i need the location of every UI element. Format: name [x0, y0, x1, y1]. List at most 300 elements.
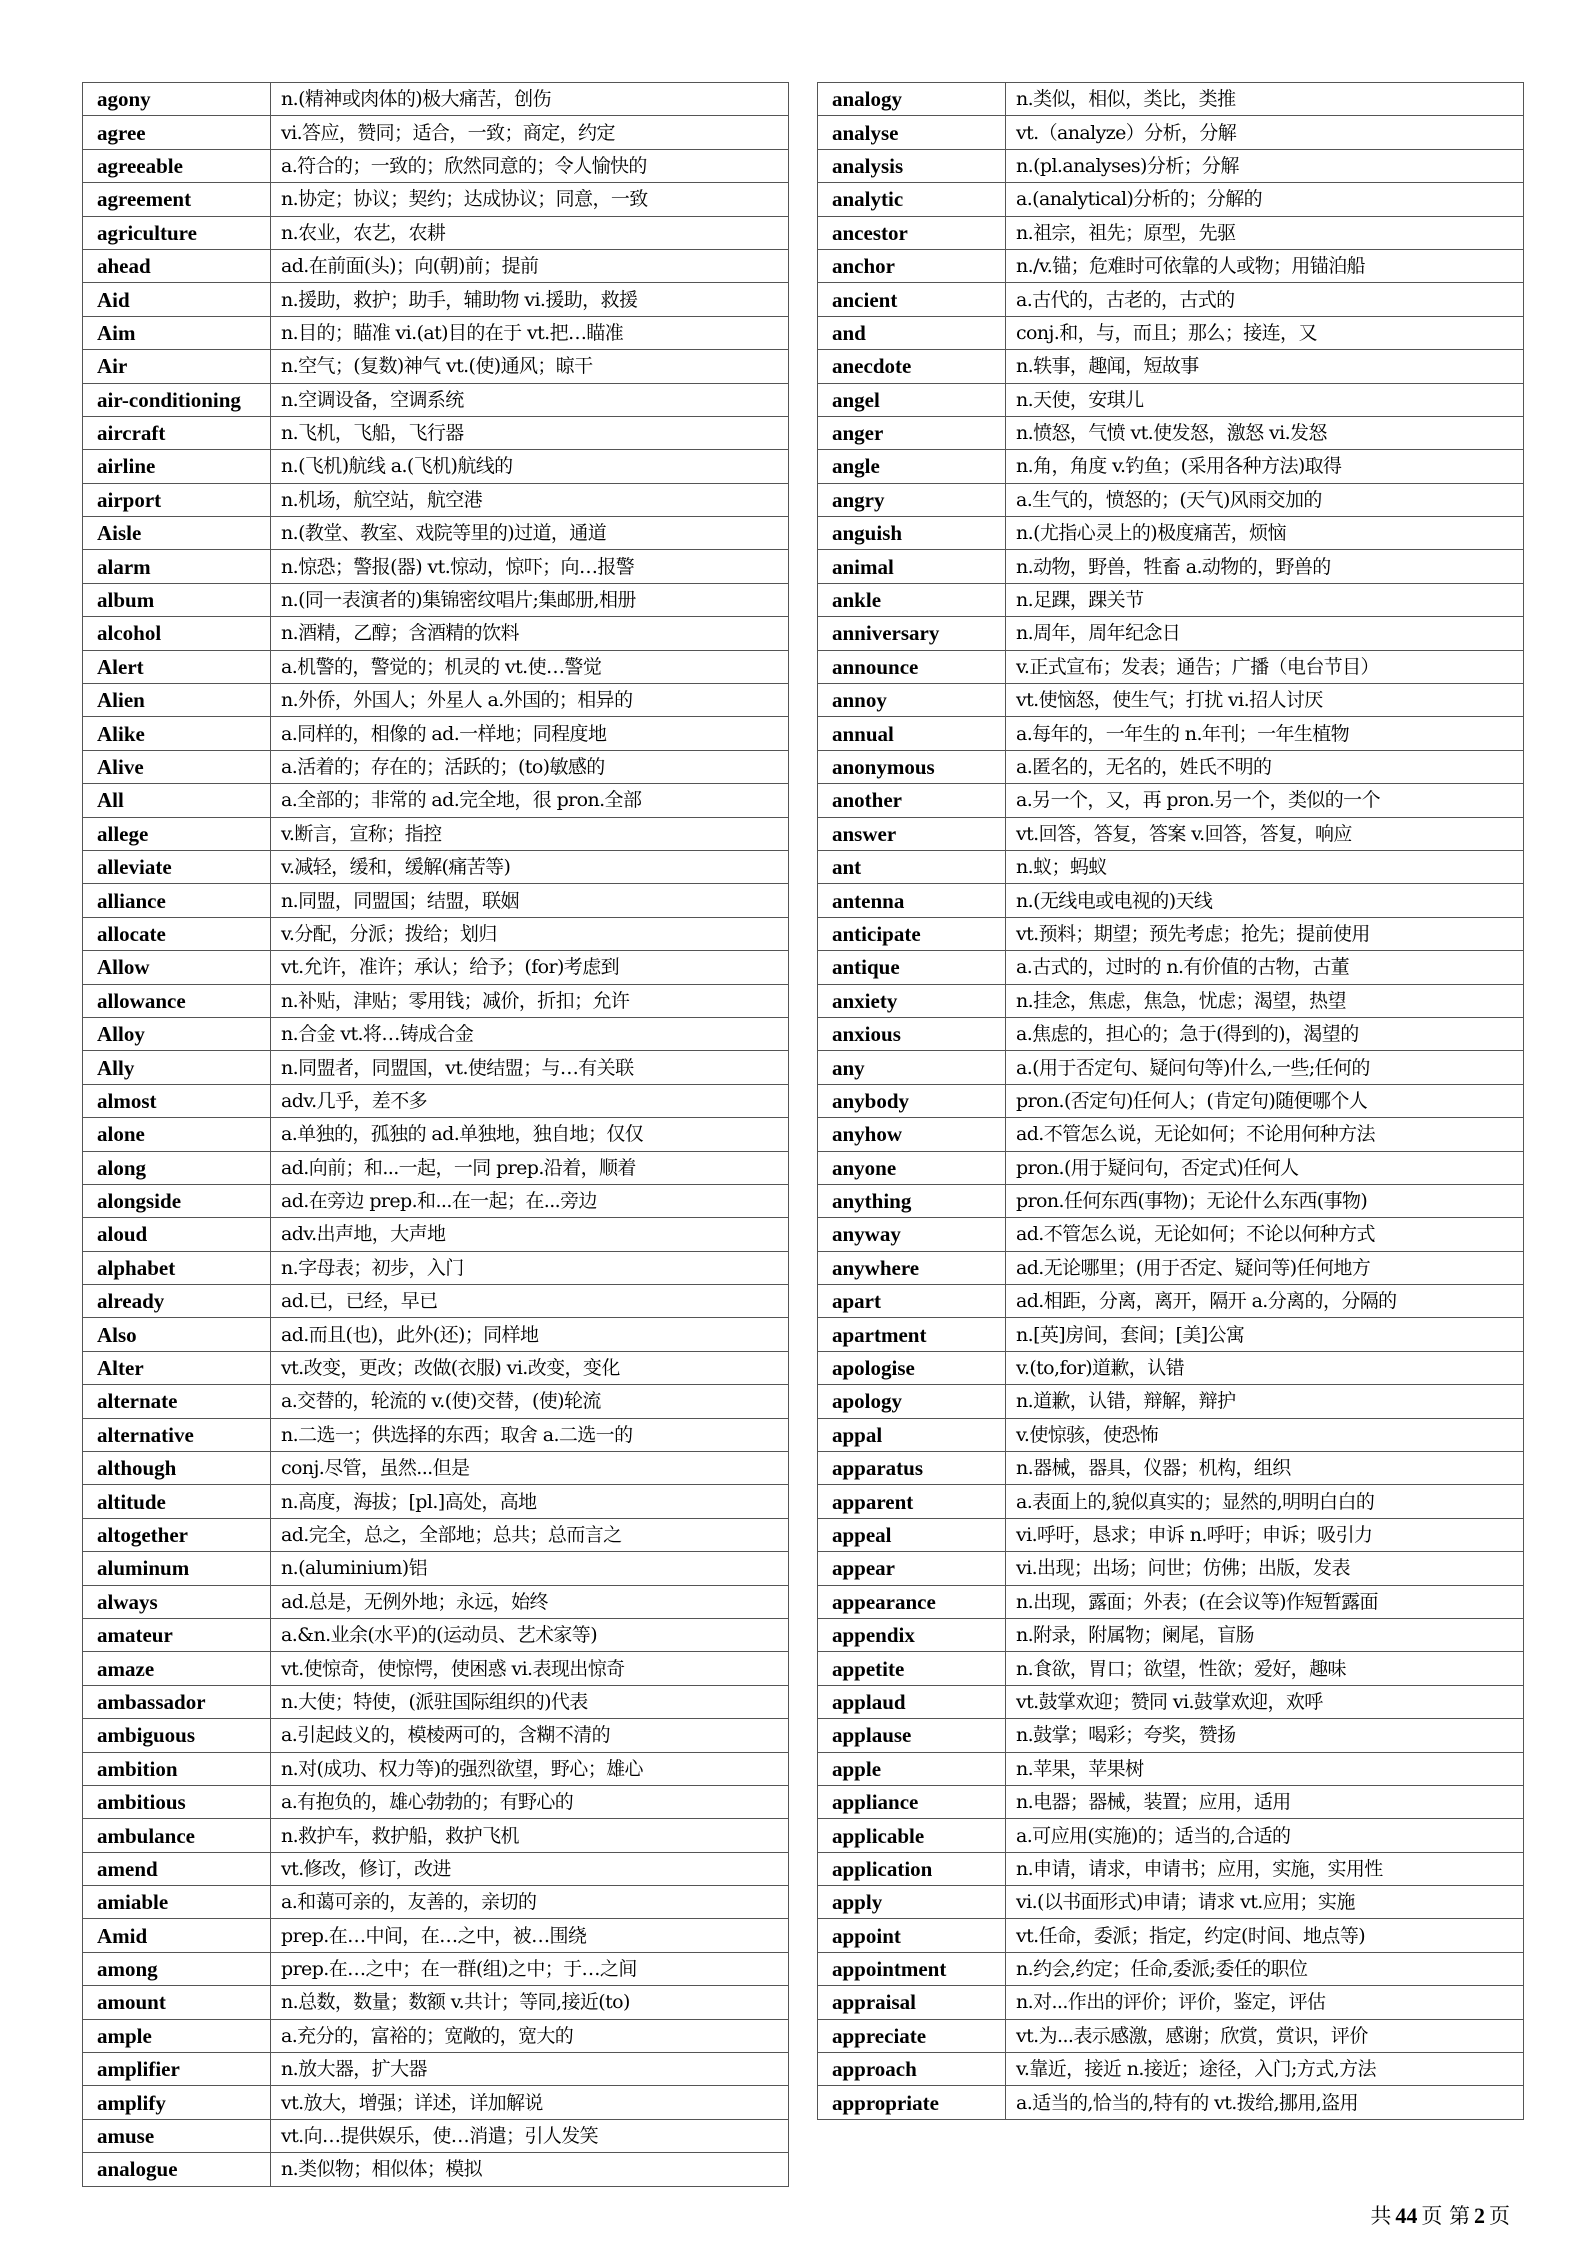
vocab-word: apology [818, 1385, 1006, 1418]
vocab-definition: ad.相距，分离，离开，隔开 a.分离的，分隔的 [1006, 1285, 1524, 1318]
vocab-word: appointment [818, 1952, 1006, 1985]
vocab-word: allocate [83, 917, 271, 950]
vocab-word: apparatus [818, 1452, 1006, 1485]
footer-middle: 页 第 [1421, 2204, 1470, 2228]
vocab-definition: a.每年的，一年生的 n.年刊；一年生植物 [1006, 717, 1524, 750]
vocab-word: All [83, 784, 271, 817]
vocab-row [818, 1852, 1524, 1885]
vocab-word: analogy [818, 83, 1006, 116]
vocab-word: Alert [83, 650, 271, 683]
vocab-definition: n.轶事，趣闻，短故事 [1006, 350, 1524, 383]
vocab-row [818, 583, 1524, 616]
vocab-definition: n.酒精，乙醇；含酒精的饮料 [271, 617, 789, 650]
vocab-definition: ad.而且(也)，此外(还)；同样地 [271, 1318, 789, 1351]
vocab-row [818, 951, 1524, 984]
vocab-word: amuse [83, 2119, 271, 2152]
vocab-word: amplify [83, 2086, 271, 2119]
vocab-row [83, 1218, 789, 1251]
vocab-row [818, 450, 1524, 483]
vocab-definition: v.减轻，缓和，缓解(痛苦等) [271, 850, 789, 883]
vocab-definition: a.(analytical)分析的；分解的 [1006, 183, 1524, 216]
vocab-definition: a.和蔼可亲的，友善的，亲切的 [271, 1886, 789, 1919]
vocab-word: aluminum [83, 1552, 271, 1585]
vocab-definition: n.惊恐；警报(器) vt.惊动，惊吓；向…报警 [271, 550, 789, 583]
vocab-definition: v.靠近，接近 n.接近；途径，入门;方式,方法 [1006, 2053, 1524, 2086]
vocab-row [83, 850, 789, 883]
vocab-row [818, 149, 1524, 182]
vocab-row [818, 1585, 1524, 1618]
vocab-row [83, 1084, 789, 1117]
vocab-row [818, 717, 1524, 750]
vocab-word: Aisle [83, 517, 271, 550]
vocab-row [818, 383, 1524, 416]
footer-suffix: 页 [1489, 2204, 1510, 2228]
vocab-word: alone [83, 1118, 271, 1151]
vocab-row [818, 416, 1524, 449]
page-footer [1370, 2200, 1510, 2230]
vocab-row [83, 1385, 789, 1418]
vocab-row [818, 984, 1524, 1017]
vocab-definition: vi.出现；出场；问世；仿佛；出版，发表 [1006, 1552, 1524, 1585]
vocab-definition: pron.(否定句)任何人；(肯定句)随便哪个人 [1006, 1084, 1524, 1117]
vocab-row [83, 1351, 789, 1384]
vocab-word: always [83, 1585, 271, 1618]
footer-prefix: 共 [1370, 2204, 1392, 2228]
vocab-definition: vt.任命，委派；指定，约定(时间、地点等) [1006, 1919, 1524, 1952]
vocab-row [818, 517, 1524, 550]
vocab-row [83, 2086, 789, 2119]
vocab-table-left [82, 82, 789, 2187]
vocab-word: agree [83, 116, 271, 149]
vocab-word: amiable [83, 1886, 271, 1919]
vocab-definition: v.分配，分派；拨给；划归 [271, 917, 789, 950]
vocab-row [818, 784, 1524, 817]
vocab-definition: n.(飞机)航线 a.(飞机)航线的 [271, 450, 789, 483]
vocab-definition: ad.在前面(头)；向(朝)前；提前 [271, 249, 789, 282]
vocab-row [83, 2153, 789, 2186]
vocab-word: angry [818, 483, 1006, 516]
vocab-row [818, 2086, 1524, 2119]
vocab-definition: n.类似物；相似体；模拟 [271, 2153, 789, 2186]
vocab-word: anguish [818, 517, 1006, 550]
vocab-row [83, 817, 789, 850]
vocab-word: along [83, 1151, 271, 1184]
vocab-row [83, 1652, 789, 1685]
vocab-definition: a.古式的，过时的 n.有价值的古物，古董 [1006, 951, 1524, 984]
vocab-definition: ad.总是，无例外地；永远，始终 [271, 1585, 789, 1618]
vocab-word: amaze [83, 1652, 271, 1685]
vocab-word: alarm [83, 550, 271, 583]
vocab-row [818, 1251, 1524, 1284]
vocab-row [83, 116, 789, 149]
vocab-table-right [817, 82, 1524, 2120]
vocab-definition: vi.呼吁，恳求；申诉 n.呼吁；申诉；吸引力 [1006, 1518, 1524, 1551]
vocab-word: ancient [818, 283, 1006, 316]
vocab-word: appoint [818, 1919, 1006, 1952]
vocab-word: appropriate [818, 2086, 1006, 2119]
vocab-definition: n.二选一；供选择的东西；取舍 a.二选一的 [271, 1418, 789, 1451]
vocab-word: analyse [818, 116, 1006, 149]
vocab-definition: n.外侨，外国人；外星人 a.外国的；相异的 [271, 684, 789, 717]
vocab-row [818, 116, 1524, 149]
vocab-definition: vt.回答，答复，答案 v.回答，答复，响应 [1006, 817, 1524, 850]
vocab-row [818, 650, 1524, 683]
vocab-word: alleviate [83, 850, 271, 883]
vocab-definition: v.(to,for)道歉，认错 [1006, 1351, 1524, 1384]
vocab-definition: a.古代的，古老的，古式的 [1006, 283, 1524, 316]
vocab-word: angle [818, 450, 1006, 483]
vocab-definition: prep.在…中间，在…之中，被…围绕 [271, 1919, 789, 1952]
vocab-definition: a.充分的，富裕的；宽敞的，宽大的 [271, 2019, 789, 2052]
vocab-row [818, 1986, 1524, 2019]
vocab-word: anything [818, 1184, 1006, 1217]
vocab-definition: vi.(以书面形式)申请；请求 vt.应用；实施 [1006, 1886, 1524, 1919]
vocab-word: ample [83, 2019, 271, 2052]
vocab-definition: prep.在…之中；在一群(组)之中；于…之间 [271, 1952, 789, 1985]
vocab-row [818, 350, 1524, 383]
vocab-word: appreciate [818, 2019, 1006, 2052]
vocab-row [818, 1318, 1524, 1351]
vocab-definition: vt.改变，更改；改做(衣服) vi.改变，变化 [271, 1351, 789, 1384]
vocab-definition: v.正式宣布；发表；通告；广播（电台节目） [1006, 650, 1524, 683]
vocab-definition: n.蚁；蚂蚁 [1006, 850, 1524, 883]
vocab-row [818, 316, 1524, 349]
vocab-row [83, 1151, 789, 1184]
vocab-row [83, 1418, 789, 1451]
vocab-word: almost [83, 1084, 271, 1117]
vocab-row [83, 1685, 789, 1718]
vocab-definition: a.单独的，孤独的 ad.单独地，独自地；仅仅 [271, 1118, 789, 1151]
vocab-definition: n.农业，农艺，农耕 [271, 216, 789, 249]
vocab-word: anger [818, 416, 1006, 449]
vocab-definition: n.愤怒，气愤 vt.使发怒，激怒 vi.发怒 [1006, 416, 1524, 449]
vocab-row [818, 2019, 1524, 2052]
vocab-word: Ally [83, 1051, 271, 1084]
vocab-definition: n.足踝，踝关节 [1006, 583, 1524, 616]
vocab-definition: vt.放大，增强；详述，详加解说 [271, 2086, 789, 2119]
vocab-row [818, 83, 1524, 116]
vocab-row [818, 1184, 1524, 1217]
vocab-row [818, 1685, 1524, 1718]
vocab-definition: a.有抱负的，雄心勃勃的；有野心的 [271, 1785, 789, 1818]
vocab-definition: vi.答应，赞同；适合，一致；商定，约定 [271, 116, 789, 149]
vocab-word: another [818, 784, 1006, 817]
vocab-word: analogue [83, 2153, 271, 2186]
vocab-word: Alloy [83, 1017, 271, 1050]
vocab-row [818, 1919, 1524, 1952]
vocab-definition: n.[英]房间，套间；[美]公寓 [1006, 1318, 1524, 1351]
vocab-row [818, 1351, 1524, 1384]
vocab-definition: adv.出声地，大声地 [271, 1218, 789, 1251]
vocab-word: ambassador [83, 1685, 271, 1718]
vocab-word: Alive [83, 750, 271, 783]
vocab-definition: n.挂念，焦虑，焦急，忧虑；渴望，热望 [1006, 984, 1524, 1017]
vocab-row [83, 83, 789, 116]
vocab-definition: ad.向前；和...一起，一同 prep.沿着，顺着 [271, 1151, 789, 1184]
vocab-definition: n./v.锚；危难时可依靠的人或物；用锚泊船 [1006, 249, 1524, 282]
vocab-row [83, 1919, 789, 1952]
vocab-word: Alien [83, 684, 271, 717]
vocab-definition: n.合金 vt.将…铸成合金 [271, 1017, 789, 1050]
vocab-definition: n.祖宗，祖先；原型，先驱 [1006, 216, 1524, 249]
vocab-word: allege [83, 817, 271, 850]
vocab-definition: n.类似，相似，类比，类推 [1006, 83, 1524, 116]
vocab-row [83, 283, 789, 316]
vocab-definition: ad.完全，总之，全部地；总共；总而言之 [271, 1518, 789, 1551]
vocab-row [83, 1552, 789, 1585]
vocab-row [83, 216, 789, 249]
vocab-row [83, 149, 789, 182]
vocab-definition: a.交替的，轮流的 v.(使)交替，(使)轮流 [271, 1385, 789, 1418]
vocab-word: Aid [83, 283, 271, 316]
vocab-word: ambiguous [83, 1719, 271, 1752]
vocab-word: annual [818, 717, 1006, 750]
vocab-row [83, 1017, 789, 1050]
vocab-definition: n.申请，请求，申请书；应用，实施，实用性 [1006, 1852, 1524, 1885]
vocab-definition: a.(用于否定句、疑问句等)什么,一些;任何的 [1006, 1051, 1524, 1084]
vocab-word: Also [83, 1318, 271, 1351]
vocab-definition: pron.(用于疑问句，否定式)任何人 [1006, 1151, 1524, 1184]
vocab-row [818, 1017, 1524, 1050]
vocab-definition: ad.不管怎么说，无论如何；不论以何种方式 [1006, 1218, 1524, 1251]
vocab-definition: conj.尽管，虽然...但是 [271, 1452, 789, 1485]
vocab-row [83, 1886, 789, 1919]
vocab-definition: a.表面上的,貌似真实的；显然的,明明白白的 [1006, 1485, 1524, 1518]
vocab-definition: a.同样的，相像的 ad.一样地；同程度地 [271, 717, 789, 750]
vocab-row [83, 1285, 789, 1318]
vocab-row [83, 183, 789, 216]
vocab-definition: ad.在旁边 prep.和...在一起；在...旁边 [271, 1184, 789, 1217]
vocab-definition: n.附录，附属物；阑尾，盲肠 [1006, 1618, 1524, 1651]
vocab-definition: n.协定；协议；契约；达成协议；同意，一致 [271, 183, 789, 216]
vocab-word: altogether [83, 1518, 271, 1551]
vocab-row [818, 1819, 1524, 1852]
vocab-row [83, 784, 789, 817]
vocab-word: anyone [818, 1151, 1006, 1184]
vocab-word: amount [83, 1986, 271, 2019]
vocab-word: anchor [818, 249, 1006, 282]
vocab-definition: n.动物，野兽，牲畜 a.动物的，野兽的 [1006, 550, 1524, 583]
vocab-definition: a.引起歧义的，模棱两可的，含糊不清的 [271, 1719, 789, 1752]
vocab-definition: a.机警的，警觉的；机灵的 vt.使…警觉 [271, 650, 789, 683]
vocab-word: appal [818, 1418, 1006, 1451]
vocab-word: ahead [83, 249, 271, 282]
vocab-row [83, 1785, 789, 1818]
vocab-word: application [818, 1852, 1006, 1885]
vocab-definition: vt.修改，修订，改进 [271, 1852, 789, 1885]
vocab-row [83, 684, 789, 717]
vocab-definition: n.总数，数量；数额 v.共计；等同,接近(to) [271, 1986, 789, 2019]
vocab-word: already [83, 1285, 271, 1318]
vocab-word: amend [83, 1852, 271, 1885]
vocab-word: animal [818, 550, 1006, 583]
vocab-row [83, 1485, 789, 1518]
vocab-row [83, 750, 789, 783]
vocab-word: agriculture [83, 216, 271, 249]
vocab-word: appearance [818, 1585, 1006, 1618]
vocab-row [818, 1618, 1524, 1651]
vocab-word: agreeable [83, 149, 271, 182]
vocab-word: annoy [818, 684, 1006, 717]
vocab-row [83, 1184, 789, 1217]
vocab-definition: n.约会,约定；任命,委派;委任的职位 [1006, 1952, 1524, 1985]
vocab-word: applicable [818, 1819, 1006, 1852]
vocab-row [83, 2119, 789, 2152]
vocab-row [83, 717, 789, 750]
vocab-definition: n.字母表；初步，入门 [271, 1251, 789, 1284]
vocab-definition: n.(pl.analyses)分析；分解 [1006, 149, 1524, 182]
vocab-row [83, 1051, 789, 1084]
vocab-row [818, 1218, 1524, 1251]
vocab-definition: ad.无论哪里；(用于否定、疑问等)任何地方 [1006, 1251, 1524, 1284]
vocab-row [818, 216, 1524, 249]
vocab-definition: n.苹果，苹果树 [1006, 1752, 1524, 1785]
vocab-row [83, 517, 789, 550]
vocab-word: apple [818, 1752, 1006, 1785]
vocab-row [818, 1084, 1524, 1117]
vocab-row [83, 1719, 789, 1752]
vocab-row [83, 1852, 789, 1885]
vocab-definition: n.角，角度 v.钓鱼；(采用各种方法)取得 [1006, 450, 1524, 483]
vocab-row [818, 1652, 1524, 1685]
vocab-row [83, 550, 789, 583]
vocab-row [818, 917, 1524, 950]
vocab-word: ambulance [83, 1819, 271, 1852]
vocab-row [818, 1385, 1524, 1418]
vocab-definition: n.出现，露面；外表；(在会议等)作短暂露面 [1006, 1585, 1524, 1618]
vocab-definition: a.符合的；一致的；欣然同意的；令人愉快的 [271, 149, 789, 182]
vocab-word: air-conditioning [83, 383, 271, 416]
vocab-word: anxiety [818, 984, 1006, 1017]
vocab-word: anywhere [818, 1251, 1006, 1284]
vocab-row [818, 550, 1524, 583]
vocab-definition: n.机场，航空站，航空港 [271, 483, 789, 516]
vocab-row [818, 1518, 1524, 1551]
vocab-row [818, 1752, 1524, 1785]
vocab-row [818, 684, 1524, 717]
vocab-definition: n.补贴，津贴；零用钱；减价，折扣；允许 [271, 984, 789, 1017]
vocab-row [818, 1452, 1524, 1485]
vocab-row [818, 1151, 1524, 1184]
vocab-word: appeal [818, 1518, 1006, 1551]
vocab-definition: ad.已，已经，早已 [271, 1285, 789, 1318]
vocab-word: appliance [818, 1785, 1006, 1818]
vocab-definition: vt.为...表示感激，感谢；欣赏，赏识，评价 [1006, 2019, 1524, 2052]
vocab-row [818, 1785, 1524, 1818]
vocab-row [83, 450, 789, 483]
vocab-word: alphabet [83, 1251, 271, 1284]
vocab-definition: n.对(成功、权力等)的强烈欲望，野心；雄心 [271, 1752, 789, 1785]
vocab-definition: vt.使惊奇，使惊愕，使困惑 vi.表现出惊奇 [271, 1652, 789, 1685]
vocab-definition: adv.几乎，差不多 [271, 1084, 789, 1117]
vocab-word: airport [83, 483, 271, 516]
vocab-word: approach [818, 2053, 1006, 2086]
vocab-row [83, 583, 789, 616]
vocab-definition: n.天使，安琪儿 [1006, 383, 1524, 416]
vocab-row [818, 1485, 1524, 1518]
vocab-row [818, 1552, 1524, 1585]
vocab-word: and [818, 316, 1006, 349]
vocab-word: apart [818, 1285, 1006, 1318]
vocab-row [83, 1318, 789, 1351]
vocab-word: Aim [83, 316, 271, 349]
vocab-word: alternate [83, 1385, 271, 1418]
vocab-definition: n.对...作出的评价；评价，鉴定，评估 [1006, 1986, 1524, 2019]
vocab-definition: v.断言，宣称；指控 [271, 817, 789, 850]
vocab-row [818, 1118, 1524, 1151]
vocab-word: analytic [818, 183, 1006, 216]
vocab-definition: n.(aluminium)铝 [271, 1552, 789, 1585]
vocab-word: Allow [83, 951, 271, 984]
vocab-definition: n.(教堂、教室、戏院等里的)过道，通道 [271, 517, 789, 550]
vocab-word: ancestor [818, 216, 1006, 249]
vocab-definition: n.大使；特使，(派驻国际组织的)代表 [271, 1685, 789, 1718]
vocab-definition: n.高度，海拔；[pl.]高处，高地 [271, 1485, 789, 1518]
vocab-row [818, 817, 1524, 850]
vocab-definition: n.救护车，救护船，救护飞机 [271, 1819, 789, 1852]
vocab-definition: n.(同一表演者的)集锦密纹唱片;集邮册,相册 [271, 583, 789, 616]
vocab-word: ambitious [83, 1785, 271, 1818]
vocab-definition: ad.不管怎么说，无论如何；不论用何种方法 [1006, 1118, 1524, 1151]
vocab-word: agreement [83, 183, 271, 216]
vocab-row [83, 1819, 789, 1852]
vocab-row [818, 1719, 1524, 1752]
vocab-row [818, 1952, 1524, 1985]
vocab-word: album [83, 583, 271, 616]
vocab-definition: pron.任何东西(事物)；无论什么东西(事物) [1006, 1184, 1524, 1217]
vocab-definition: n.同盟，同盟国；结盟，联姻 [271, 884, 789, 917]
vocab-word: anticipate [818, 917, 1006, 950]
vocab-definition: a.全部的；非常的 ad.完全地，很 pron.全部 [271, 784, 789, 817]
vocab-word: announce [818, 650, 1006, 683]
vocab-word: aircraft [83, 416, 271, 449]
vocab-row [818, 183, 1524, 216]
vocab-row [818, 283, 1524, 316]
vocab-definition: n.器械，器具，仪器；机构，组织 [1006, 1452, 1524, 1485]
vocab-definition: v.使惊骇，使恐怖 [1006, 1418, 1524, 1451]
vocab-row [818, 1051, 1524, 1084]
vocab-row [83, 1585, 789, 1618]
vocab-word: antenna [818, 884, 1006, 917]
vocab-word: alternative [83, 1418, 271, 1451]
vocab-row [818, 483, 1524, 516]
vocab-word: ambition [83, 1752, 271, 1785]
vocab-word: alongside [83, 1184, 271, 1217]
vocab-row [83, 1986, 789, 2019]
vocab-definition: n.飞机，飞船，飞行器 [271, 416, 789, 449]
vocab-row [83, 416, 789, 449]
vocab-row [818, 617, 1524, 650]
vocab-row [83, 650, 789, 683]
vocab-row [83, 1118, 789, 1151]
vocab-row [83, 249, 789, 282]
vocab-word: angel [818, 383, 1006, 416]
vocab-definition: a.另一个，又，再 pron.另一个，类似的一个 [1006, 784, 1524, 817]
vocab-definition: n.援助，救护；助手，辅助物 vi.援助，救援 [271, 283, 789, 316]
vocab-definition: n.电器；器械，装置；应用，适用 [1006, 1785, 1524, 1818]
vocab-word: apply [818, 1886, 1006, 1919]
vocab-definition: n.周年，周年纪念日 [1006, 617, 1524, 650]
vocab-word: anonymous [818, 750, 1006, 783]
vocab-word: agony [83, 83, 271, 116]
vocab-row [818, 750, 1524, 783]
vocab-word: altitude [83, 1485, 271, 1518]
vocab-definition: n.放大器，扩大器 [271, 2053, 789, 2086]
vocab-row [83, 617, 789, 650]
vocab-row [83, 1618, 789, 1651]
vocab-word: ankle [818, 583, 1006, 616]
vocab-word: alliance [83, 884, 271, 917]
